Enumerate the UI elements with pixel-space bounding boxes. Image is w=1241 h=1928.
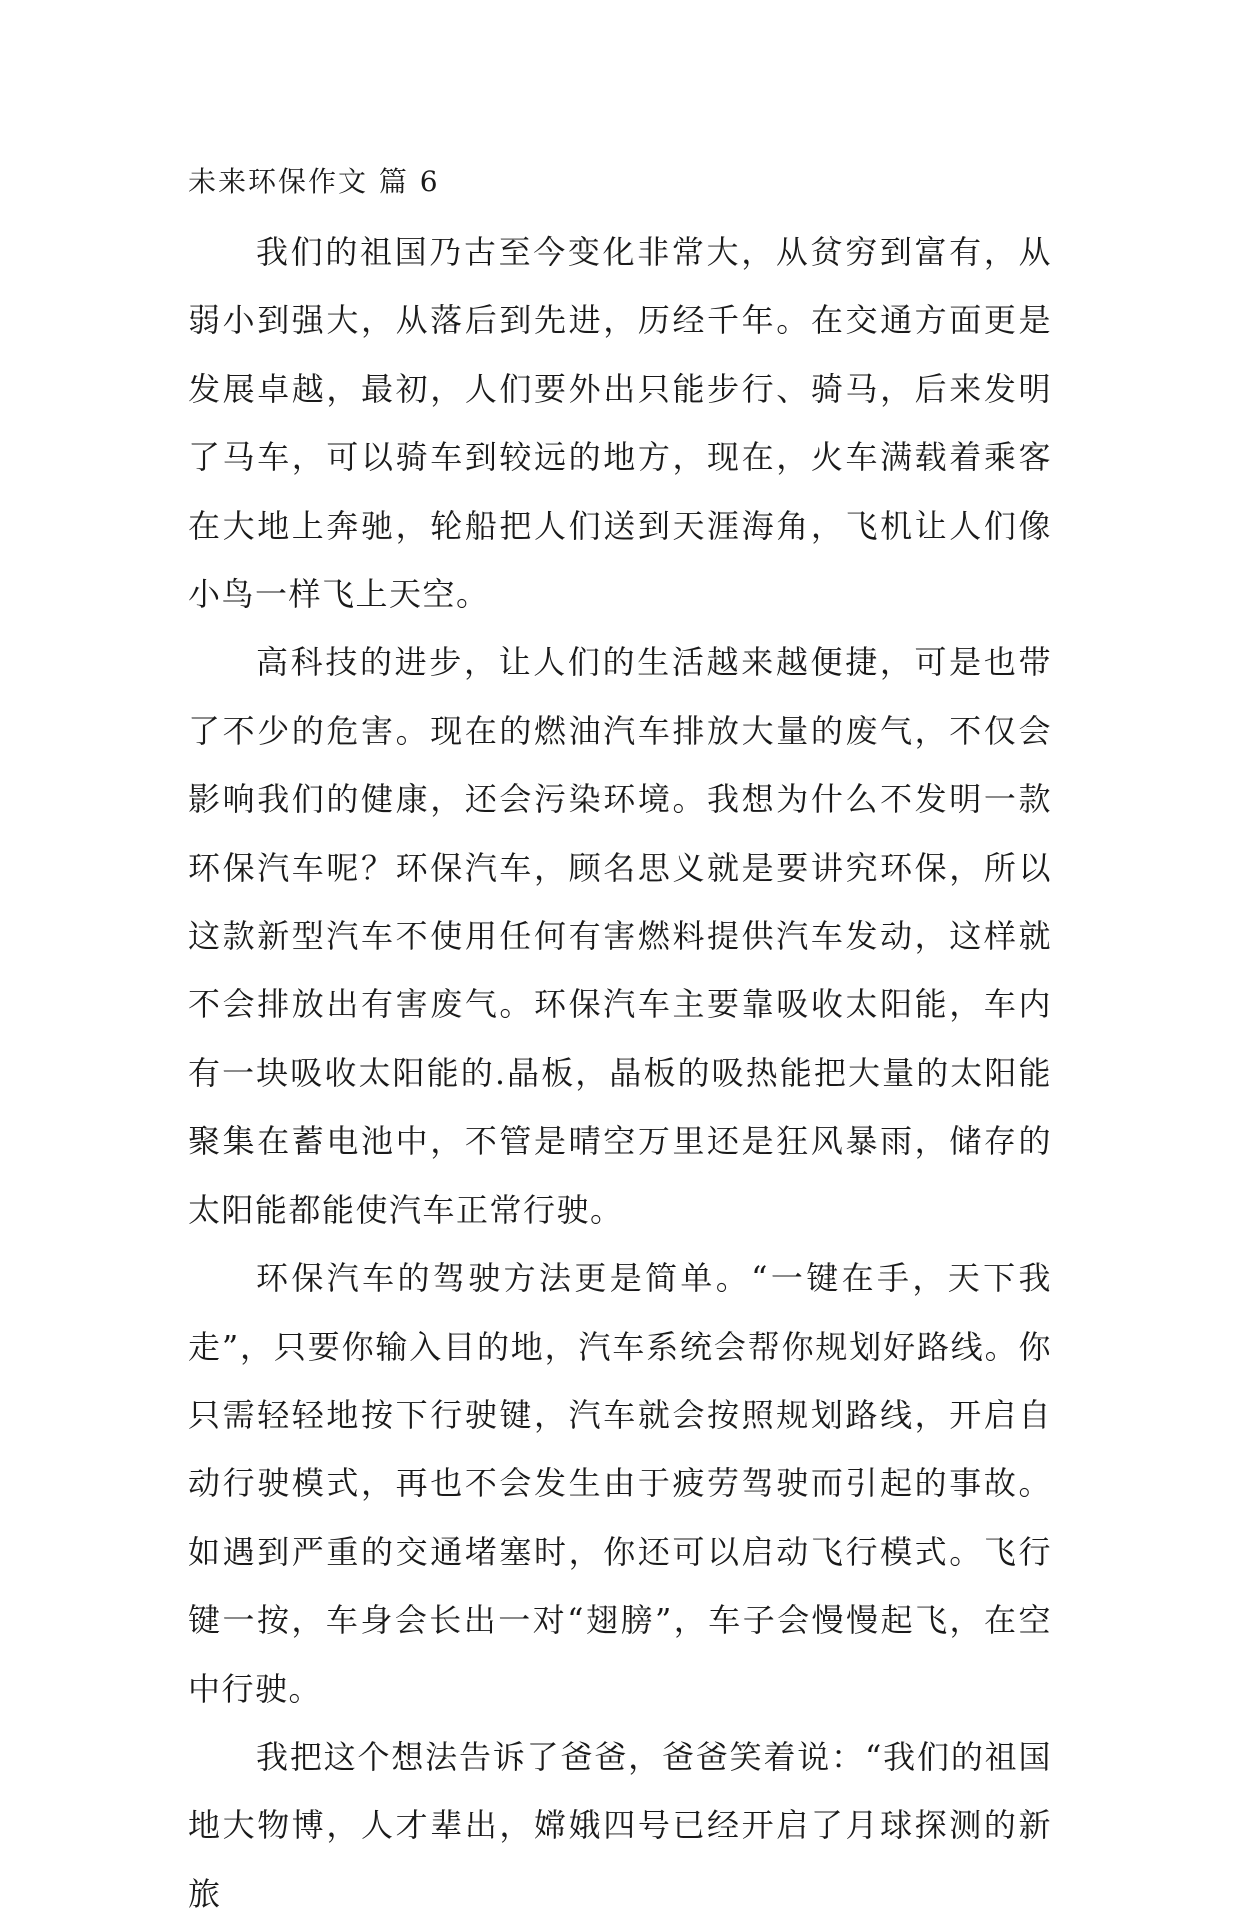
document-title: 未来环保作文 篇 6 <box>188 165 440 198</box>
document-body <box>188 218 1052 1928</box>
paragraph: 环保汽车的驾驶方法更是简单。“一键在手，天下我走”，只要你输入目的地，汽车系统会帮你规划好路线。你只需轻轻地按下行驶键，汽车就会按照规划路线，开启自动行驶模式，再也不会发生由于疲劳驾驶而引起的事故。如遇到严重的交通堵塞时，你还可以启动飞行模式。飞行键一按，车身会长出一对“翅膀”，车子会慢慢起飞，在空中行驶。 <box>188 1259 1052 1708</box>
paragraph: 高科技的进步，让人们的生活越来越便捷，可是也带了不少的危害。现在的燃油汽车排放大量的废气，不仅会影响我们的健康，还会污染环境。我想为什么不发明一款环保汽车呢？环保汽车，顾名思义就是要讲究环保，所以这款新型汽车不使用任何有害燃料提供汽车发动，这样就不会排放出有害废气。环保汽车主要靠吸收太阳能，车内有一块吸收太阳能的.晶板，晶板的吸热能把大量的太阳能聚集在蓄电池中，不管是晴空万里还是狂风暴雨，储存的太阳能都能使汽车正常行驶。 <box>188 643 1052 1229</box>
paragraph: 我把这个想法告诉了爸爸，爸爸笑着说：“我们的祖国地大物博，人才辈出，嫦娥四号已经开启了月球探测的新旅 <box>188 1737 1052 1913</box>
paragraph: 我们的祖国乃古至今变化非常大，从贫穷到富有，从弱小到强大，从落后到先进，历经千年。在交通方面更是发展卓越，最初，人们要外出只能步行、骑马，后来发明了马车，可以骑车到较远的地方，现在，火车满载着乘客在大地上奔驰，轮船把人们送到天涯海角，飞机让人们像小鸟一样飞上天空。 <box>188 233 1052 614</box>
